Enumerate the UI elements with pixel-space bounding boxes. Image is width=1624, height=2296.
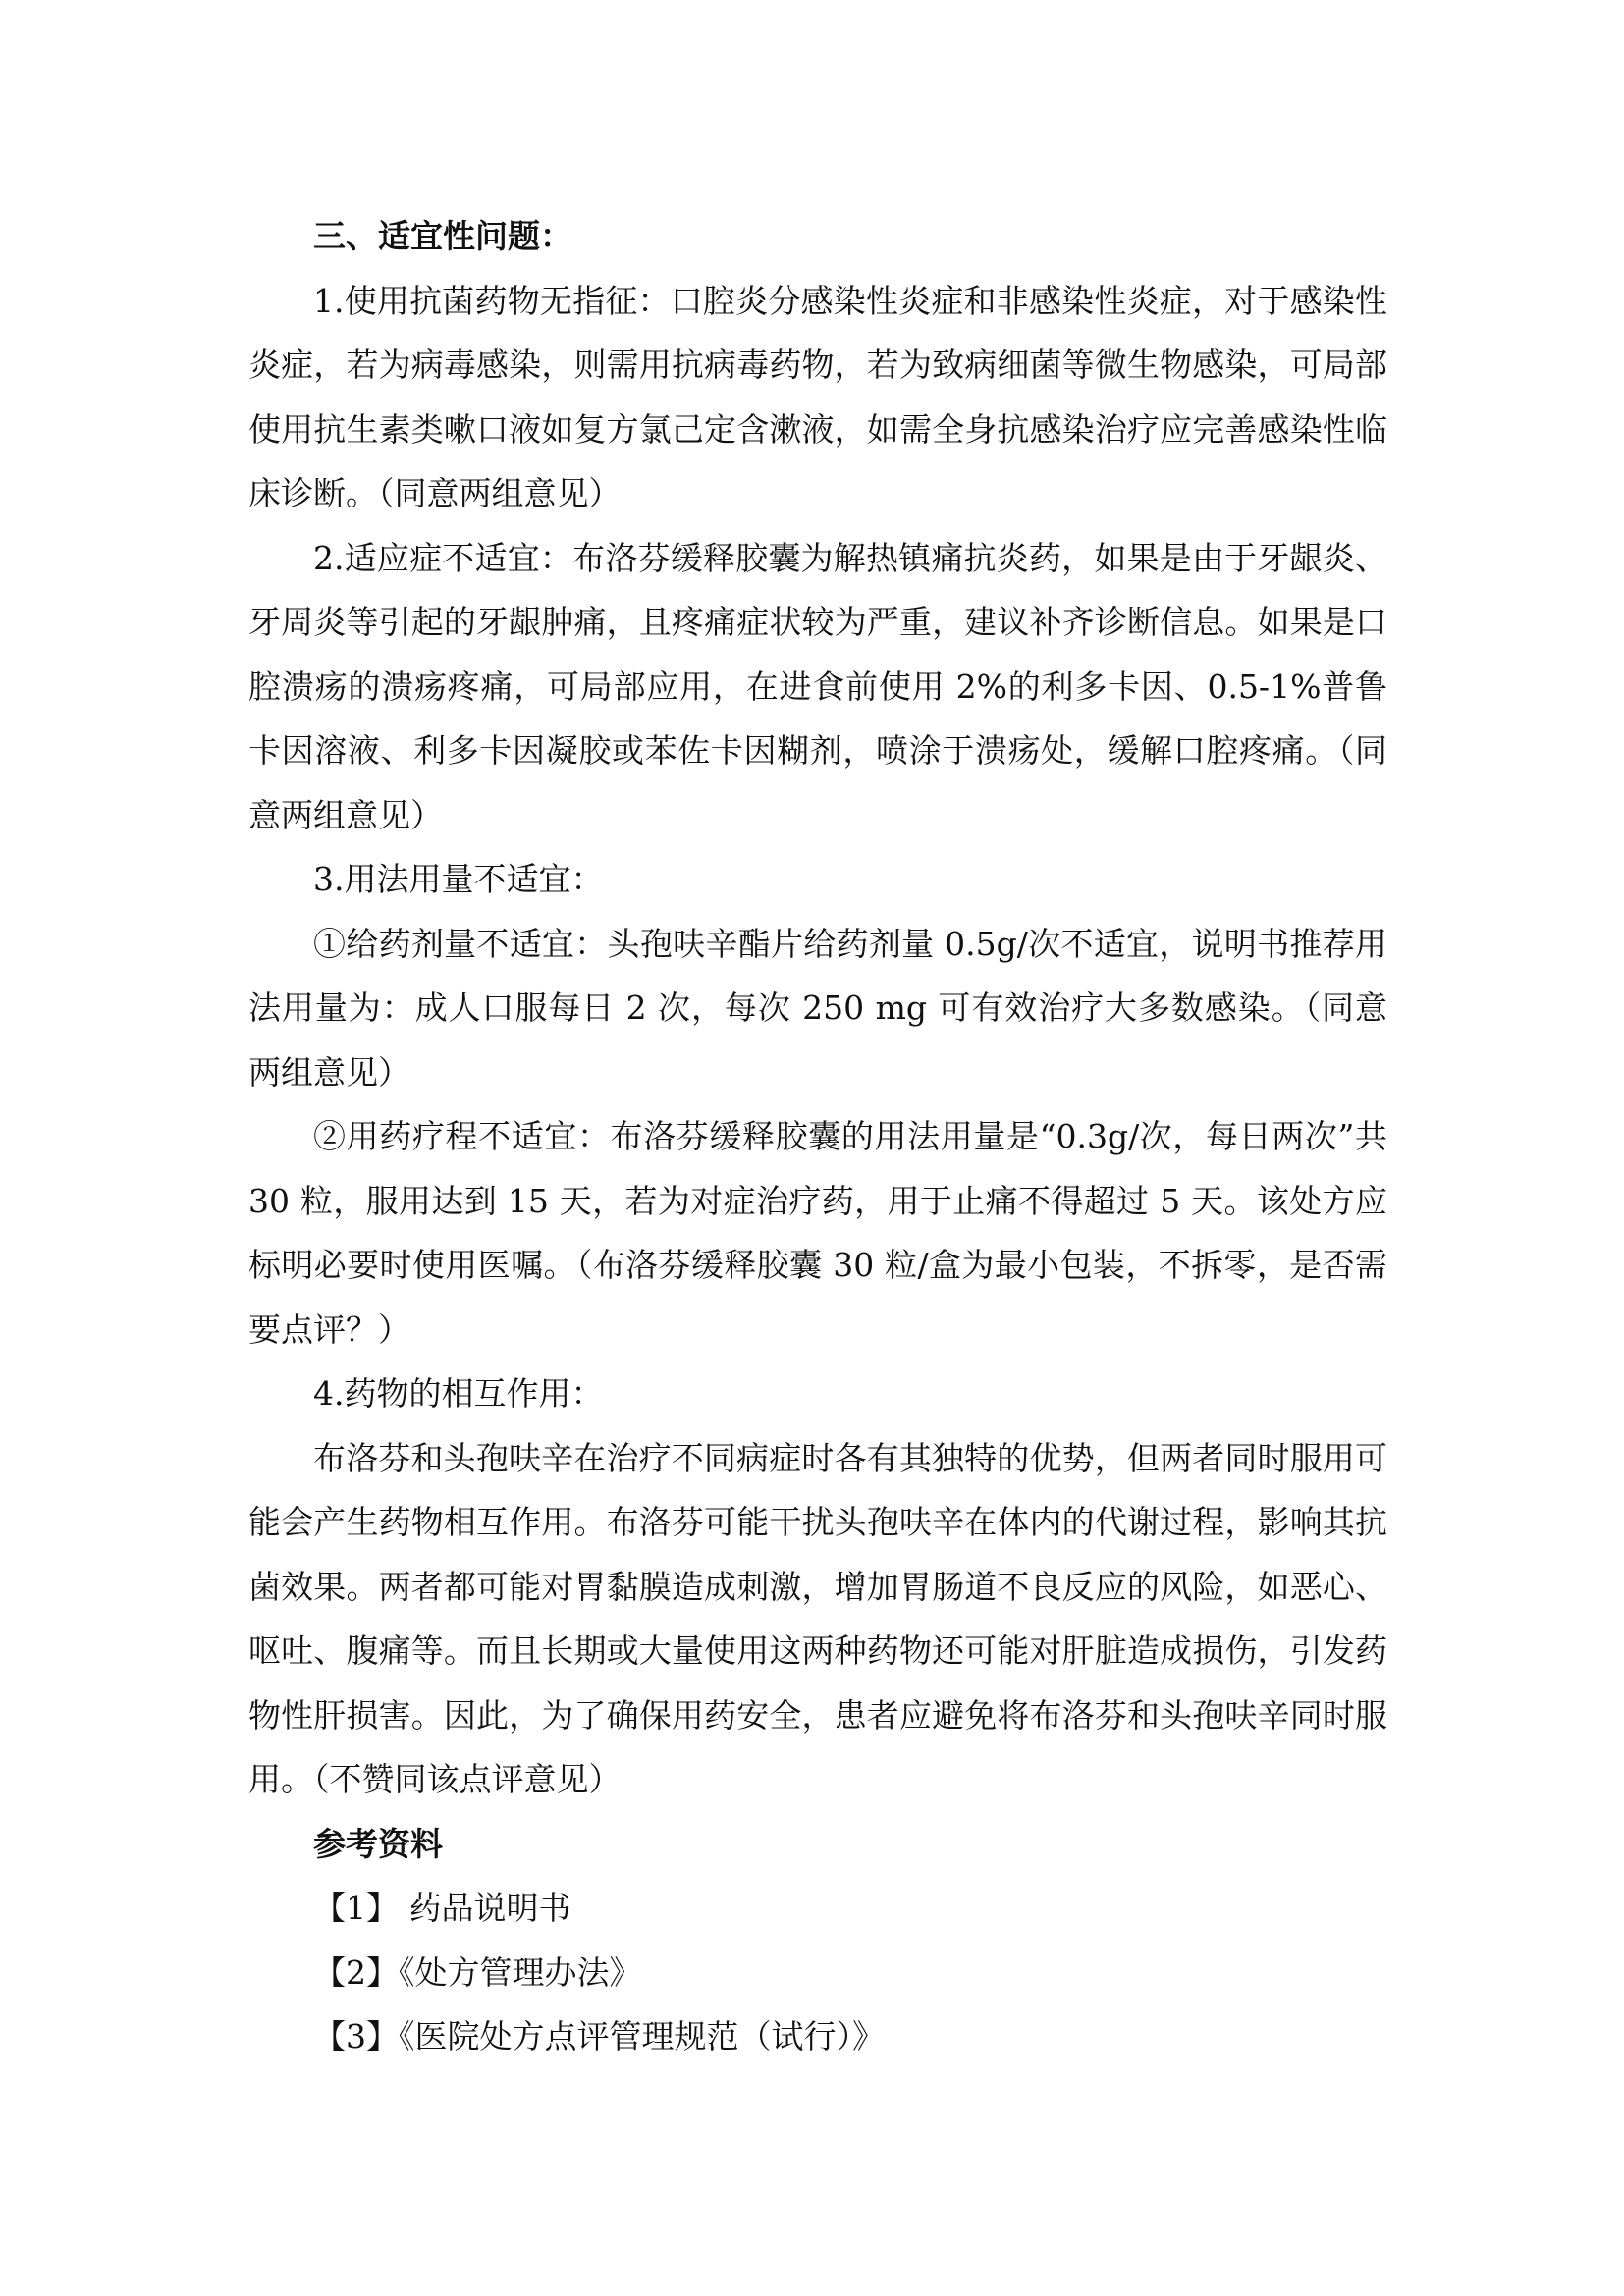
paragraph-interaction-heading: 4.药物的相互作用： (313, 1374, 604, 1413)
references-title: 参考资料 (313, 1824, 443, 1863)
document-body (248, 204, 1387, 2069)
paragraph-interaction-body: 布洛芬和头孢呋辛在治疗不同病症时各有其独特的优势，但两者同时服用可能会产生药物相互作用。布洛芬可能干扰头孢呋辛在体内的代谢过程，影响其抗菌效果。两者都可能对胃黏膜造成刺激，增加胃肠道不良反应的风险，如恶心、呕吐、腹痛等。而且长期或大量使用这两种药物还可能对肝脏造成损伤，引发药物性肝损害。因此，为了确保用药安全，患者应避免将布洛芬和头孢呋辛同时服用。（不赞同该点评意见） (248, 1438, 1387, 1798)
reference-item: 【2】《处方管理办法》 (313, 1952, 642, 1992)
reference-item: 【3】《医院处方点评管理规范（试行）》 (313, 2017, 885, 2056)
paragraph-indication-unsuitable: 2.适应症不适宜：布洛芬缓释胶囊为解热镇痛抗炎药，如果是由于牙龈炎、牙周炎等引起的牙龈肿痛，且疼痛症状较为严重，建议补齐诊断信息。如果是口腔溃疡的溃疡疼痛，可局部应用，在进食前使用 2%的利多卡因、0.5-1%普鲁卡因溶液、利多卡因凝胶或苯佐卡因糊剂，喷涂于溃疡处，缓解口腔疼痛。（同意两组意见） (248, 538, 1387, 834)
paragraph-dose-unsuitable: ①给药剂量不适宜：头孢呋辛酯片给药剂量 0.5g/次不适宜，说明书推荐用法用量为：成人口服每日 2 次，每次 250 mg 可有效治疗大多数感染。（同意两组意见） (248, 924, 1387, 1092)
paragraph-dosage-heading: 3.用法用量不适宜： (313, 860, 604, 898)
paragraph-course-unsuitable: ②用药疗程不适宜：布洛芬缓释胶囊的用法用量是“0.3g/次，每日两次”共 30 粒，服用达到 15 天，若为对症治疗药，用于止痛不得超过 5 天。该处方应标明必要时使用医嘱。（布洛芬缓释胶囊 30 粒/盒为最小包装，不拆零，是否需要点评？） (248, 1117, 1387, 1349)
reference-item: 【1】 药品说明书 (313, 1889, 571, 1927)
paragraph-antibiotic-indication: 1.使用抗菌药物无指征：口腔炎分感染性炎症和非感染性炎症，对于感染性炎症，若为病毒感染，则需用抗病毒药物，若为致病细菌等微生物感染，可局部使用抗生素类嗽口液如复方氯己定含漱液，如需全身抗感染治疗应完善感染性临床诊断。（同意两组意见） (248, 281, 1387, 512)
section-title: 三、适宜性问题： (313, 217, 572, 255)
